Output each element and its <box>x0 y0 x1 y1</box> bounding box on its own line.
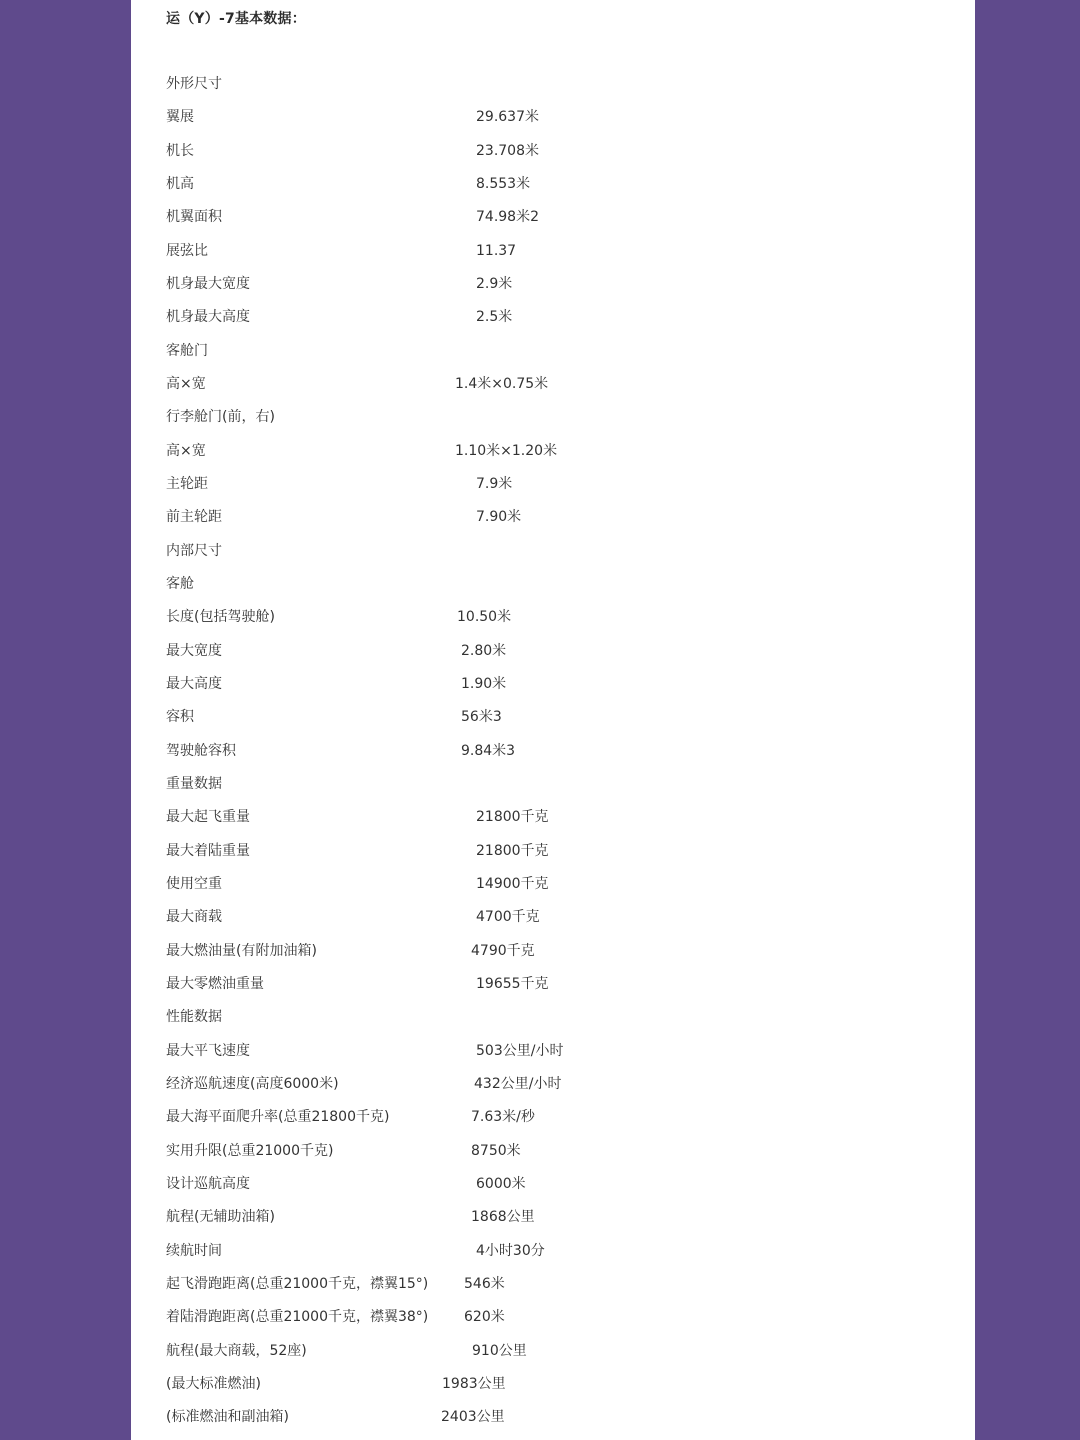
spec-label: 设计巡航高度 <box>166 1175 250 1192</box>
spec-row <box>131 405 975 429</box>
spec-label: 机翼面积 <box>166 209 222 226</box>
spec-value: 74.98米2 <box>476 209 539 226</box>
spec-value: 10.50米 <box>457 609 512 626</box>
spec-value: 19655千克 <box>476 975 549 992</box>
spec-value: 1.10米×1.20米 <box>455 442 558 459</box>
spec-label: 起飞滑跑距离(总重21000千克，襟翼15°) <box>166 1275 429 1292</box>
document-page <box>131 0 975 1440</box>
spec-value: 4700千克 <box>476 909 540 926</box>
spec-value: 2403公里 <box>441 1409 505 1426</box>
spec-row <box>131 539 975 563</box>
spec-value: 2.9米 <box>476 276 513 292</box>
spec-value: 503公里/小时 <box>476 1042 564 1059</box>
spec-value: 4790千克 <box>471 942 535 959</box>
spec-value: 432公里/小时 <box>474 1075 562 1092</box>
spec-value: 2.80米 <box>461 642 507 659</box>
spec-row <box>131 372 975 396</box>
spec-label: 使用空重 <box>166 875 222 892</box>
spec-label: 机长 <box>166 142 194 159</box>
spec-row <box>131 839 975 863</box>
spec-row <box>131 1305 975 1329</box>
spec-label: 前主轮距 <box>166 509 222 526</box>
spec-row <box>131 1039 975 1063</box>
spec-label: (标准燃油和副油箱) <box>166 1409 289 1426</box>
spec-value: 23.708米 <box>476 142 539 159</box>
spec-label: 行李舱门(前，右) <box>166 409 275 426</box>
spec-value: 620米 <box>464 1309 505 1326</box>
spec-value: 7.63米/秒 <box>471 1109 535 1126</box>
spec-row <box>131 1072 975 1096</box>
spec-label: 最大商载 <box>166 909 222 926</box>
spec-label: 航程(无辅助油箱) <box>166 1209 275 1226</box>
spec-label: 实用升限(总重21000千克) <box>166 1142 334 1159</box>
spec-row <box>131 239 975 263</box>
spec-row <box>131 939 975 963</box>
spec-label: 最大着陆重量 <box>166 842 250 859</box>
spec-row <box>131 439 975 463</box>
spec-label: 机身最大高度 <box>166 309 250 326</box>
spec-value: 21800千克 <box>476 809 549 826</box>
spec-label: 最大海平面爬升率(总重21800千克) <box>166 1109 390 1126</box>
spec-label: 翼展 <box>166 109 194 126</box>
spec-label: 机身最大宽度 <box>166 276 250 292</box>
spec-label: 最大宽度 <box>166 642 222 659</box>
spec-row <box>131 672 975 696</box>
spec-row <box>131 305 975 329</box>
spec-label: 驾驶舱容积 <box>166 742 236 759</box>
spec-row <box>131 772 975 796</box>
spec-label: 续航时间 <box>166 1242 222 1259</box>
spec-value: 1.4米×0.75米 <box>455 376 549 392</box>
spec-label: 主轮距 <box>166 476 208 492</box>
spec-row <box>131 205 975 229</box>
spec-value: 8750米 <box>471 1142 521 1159</box>
spec-label: 长度(包括驾驶舱) <box>166 609 275 626</box>
spec-value: 14900千克 <box>476 875 549 892</box>
spec-label: 着陆滑跑距离(总重21000千克，襟翼38°) <box>166 1309 429 1326</box>
spec-row <box>131 1139 975 1163</box>
spec-row <box>131 172 975 196</box>
spec-row <box>131 1372 975 1396</box>
spec-label: 高×宽 <box>166 442 206 459</box>
spec-value: 8.553米 <box>476 176 531 192</box>
spec-label: 高×宽 <box>166 376 206 392</box>
spec-value: 6000米 <box>476 1175 526 1192</box>
spec-label: 客舱门 <box>166 342 208 359</box>
spec-label: 航程(最大商载，52座) <box>166 1342 307 1359</box>
spec-row <box>131 1172 975 1196</box>
spec-label: 最大平飞速度 <box>166 1042 250 1059</box>
spec-row <box>131 472 975 496</box>
spec-label: (最大标准燃油) <box>166 1375 261 1392</box>
spec-label: 最大零燃油重量 <box>166 975 264 992</box>
spec-value: 21800千克 <box>476 842 549 859</box>
spec-value: 546米 <box>464 1275 505 1292</box>
spec-label: 展弦比 <box>166 242 208 259</box>
spec-row <box>131 605 975 629</box>
spec-row <box>131 905 975 929</box>
spec-row <box>131 1272 975 1296</box>
spec-row <box>131 139 975 163</box>
spec-value: 11.37 <box>476 242 517 259</box>
spec-row <box>131 339 975 363</box>
spec-label: 客舱 <box>166 576 194 592</box>
spec-label: 最大高度 <box>166 675 222 692</box>
spec-label: 最大燃油量(有附加油箱) <box>166 942 317 959</box>
spec-row <box>131 72 975 96</box>
spec-value: 7.90米 <box>476 509 522 526</box>
spec-row <box>131 872 975 896</box>
spec-value: 1983公里 <box>442 1375 506 1392</box>
spec-label: 机高 <box>166 176 194 192</box>
spec-value: 1.90米 <box>461 675 507 692</box>
spec-row <box>131 1205 975 1229</box>
spec-row <box>131 972 975 996</box>
spec-row <box>131 1239 975 1263</box>
spec-row <box>131 1405 975 1429</box>
spec-row <box>131 739 975 763</box>
spec-value: 7.9米 <box>476 476 513 492</box>
spec-row <box>131 639 975 663</box>
spec-value: 29.637米 <box>476 109 539 126</box>
spec-value: 4小时30分 <box>476 1242 545 1259</box>
spec-row <box>131 805 975 829</box>
spec-row <box>131 105 975 129</box>
spec-label: 经济巡航速度(高度6000米) <box>166 1075 339 1092</box>
spec-label: 最大起飞重量 <box>166 809 250 826</box>
spec-label: 性能数据 <box>166 1009 222 1026</box>
spec-row <box>131 572 975 596</box>
spec-label: 重量数据 <box>166 775 222 792</box>
spec-row <box>131 705 975 729</box>
spec-value: 9.84米3 <box>461 742 516 759</box>
spec-label: 外形尺寸 <box>166 76 222 92</box>
spec-label: 容积 <box>166 709 194 726</box>
spec-row <box>131 1339 975 1363</box>
spec-label: 内部尺寸 <box>166 542 222 559</box>
spec-value: 910公里 <box>472 1342 527 1359</box>
document-title: 运（Y）-7基本数据： <box>166 11 306 27</box>
spec-row <box>131 1105 975 1129</box>
spec-row <box>131 272 975 296</box>
spec-row <box>131 505 975 529</box>
spec-value: 1868公里 <box>471 1209 535 1226</box>
spec-value: 56米3 <box>461 709 502 726</box>
spec-value: 2.5米 <box>476 309 513 326</box>
spec-row <box>131 1005 975 1029</box>
